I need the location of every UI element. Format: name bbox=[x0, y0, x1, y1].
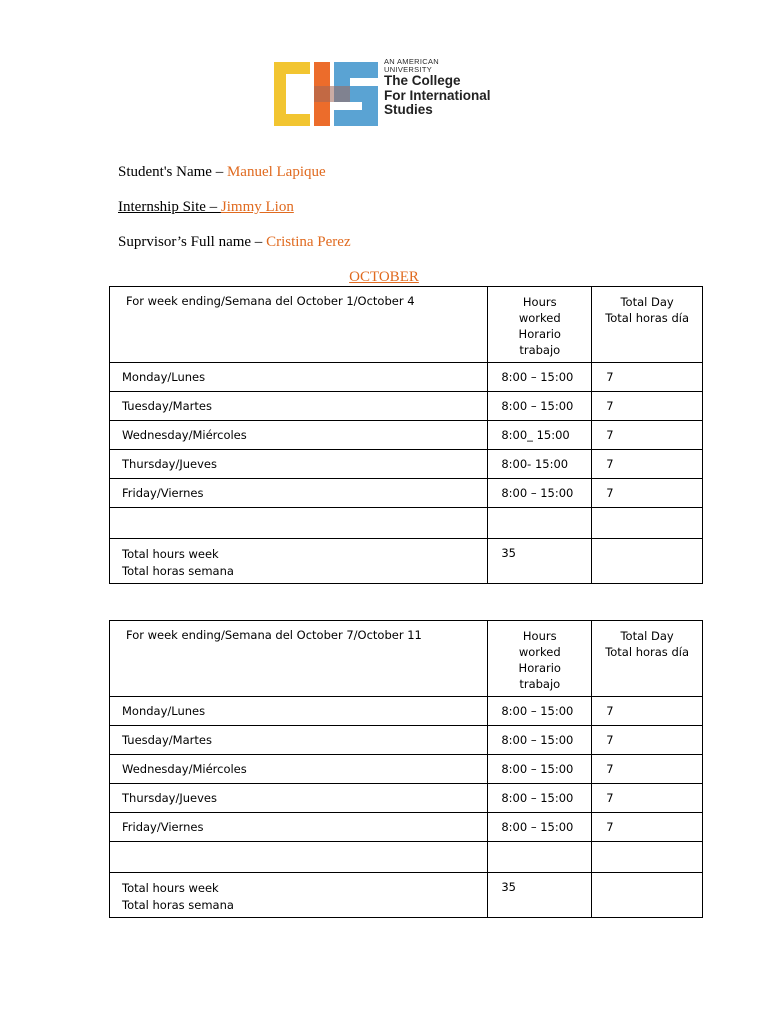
logo-name-1: The College bbox=[384, 73, 461, 88]
table-header-row bbox=[110, 621, 703, 697]
table-row bbox=[110, 363, 703, 392]
supervisor-value: Cristina Perez bbox=[266, 234, 351, 250]
internship-site-label: Internship Site – bbox=[118, 199, 221, 215]
blank-row bbox=[110, 842, 703, 873]
logo-text bbox=[384, 58, 491, 118]
week-table-2 bbox=[109, 620, 703, 918]
day-cell: Friday/Viernes bbox=[122, 486, 204, 500]
header-total-cell bbox=[592, 287, 703, 363]
header-week-cell bbox=[110, 621, 488, 697]
total-cell: 7 bbox=[606, 791, 614, 805]
header-total-cell bbox=[592, 621, 703, 697]
student-name-label: Student's Name – bbox=[118, 164, 227, 180]
table-row bbox=[110, 450, 703, 479]
day-cell: Friday/Viernes bbox=[122, 820, 204, 834]
month-heading: OCTOBER bbox=[349, 269, 419, 285]
total-hours-value: 35 bbox=[501, 880, 516, 894]
total-row bbox=[110, 539, 703, 584]
table-row bbox=[110, 755, 703, 784]
total-cell: 7 bbox=[606, 399, 614, 413]
total-label: Total hours week Total horas semana bbox=[122, 547, 234, 578]
logo-tagline-2: UNIVERSITY bbox=[384, 65, 433, 74]
total-cell: 7 bbox=[606, 762, 614, 776]
hours-cell: 8:00 – 15:00 bbox=[501, 704, 574, 718]
day-cell: Tuesday/Martes bbox=[122, 733, 212, 747]
hours-cell: 8:00_ 15:00 bbox=[501, 428, 570, 442]
day-cell: Wednesday/Miércoles bbox=[122, 428, 247, 442]
header-week-cell bbox=[110, 287, 488, 363]
day-cell: Monday/Lunes bbox=[122, 370, 206, 384]
hours-cell: 8:00 – 15:00 bbox=[501, 370, 574, 384]
hours-cell: 8:00 – 15:00 bbox=[501, 733, 574, 747]
blank-row bbox=[110, 508, 703, 539]
supervisor-label: Suprvisor’s Full name – bbox=[118, 234, 267, 250]
day-cell: Monday/Lunes bbox=[122, 704, 206, 718]
total-row bbox=[110, 873, 703, 918]
day-cell: Thursday/Jueves bbox=[122, 791, 217, 805]
internship-site-line bbox=[118, 199, 294, 216]
table-row bbox=[110, 392, 703, 421]
hours-cell: 8:00 – 15:00 bbox=[501, 486, 574, 500]
hours-cell: 8:00 – 15:00 bbox=[501, 762, 574, 776]
table-row bbox=[110, 726, 703, 755]
total-cell: 7 bbox=[606, 457, 614, 471]
hours-cell: 8:00- 15:00 bbox=[501, 457, 569, 471]
hours-header: Hours worked Horario trabajo bbox=[518, 629, 561, 691]
total-cell: 7 bbox=[606, 486, 614, 500]
logo-tagline-1: AN AMERICAN bbox=[384, 57, 439, 66]
logo-name-3: Studies bbox=[384, 102, 433, 117]
week-table-1 bbox=[109, 286, 703, 584]
total-cell: 7 bbox=[606, 733, 614, 747]
week-label: For week ending/Semana del October 1/October 4 bbox=[126, 294, 415, 308]
total-cell: 7 bbox=[606, 820, 614, 834]
table-row bbox=[110, 813, 703, 842]
table-header-row bbox=[110, 287, 703, 363]
table-row bbox=[110, 479, 703, 508]
student-name-value: Manuel Lapique bbox=[226, 164, 326, 180]
total-cell: 7 bbox=[606, 428, 614, 442]
total-cell: 7 bbox=[606, 704, 614, 718]
day-cell: Tuesday/Martes bbox=[122, 399, 212, 413]
total-hours-value: 35 bbox=[501, 546, 516, 560]
total-day-header: Total Day Total horas día bbox=[605, 295, 689, 325]
internship-site-value: Jimmy Lion bbox=[220, 199, 294, 215]
supervisor-line bbox=[118, 234, 351, 251]
table-row bbox=[110, 697, 703, 726]
header-hours-cell bbox=[488, 621, 592, 697]
table-row bbox=[110, 784, 703, 813]
day-cell: Wednesday/Miércoles bbox=[122, 762, 247, 776]
hours-cell: 8:00 – 15:00 bbox=[501, 791, 574, 805]
header-hours-cell bbox=[488, 287, 592, 363]
student-name-line bbox=[118, 164, 326, 181]
hours-header: Hours worked Horario trabajo bbox=[518, 295, 561, 357]
hours-cell: 8:00 – 15:00 bbox=[501, 399, 574, 413]
logo-name-2: For International bbox=[384, 87, 491, 103]
week-label: For week ending/Semana del October 7/October 11 bbox=[126, 628, 422, 642]
college-logo bbox=[274, 58, 510, 128]
table-row bbox=[110, 421, 703, 450]
hours-cell: 8:00 – 15:00 bbox=[501, 820, 574, 834]
cis-logo-icon bbox=[274, 62, 378, 126]
day-cell: Thursday/Jueves bbox=[122, 457, 217, 471]
total-day-header: Total Day Total horas día bbox=[605, 629, 689, 659]
total-label: Total hours week Total horas semana bbox=[122, 881, 234, 912]
total-cell: 7 bbox=[606, 370, 614, 384]
